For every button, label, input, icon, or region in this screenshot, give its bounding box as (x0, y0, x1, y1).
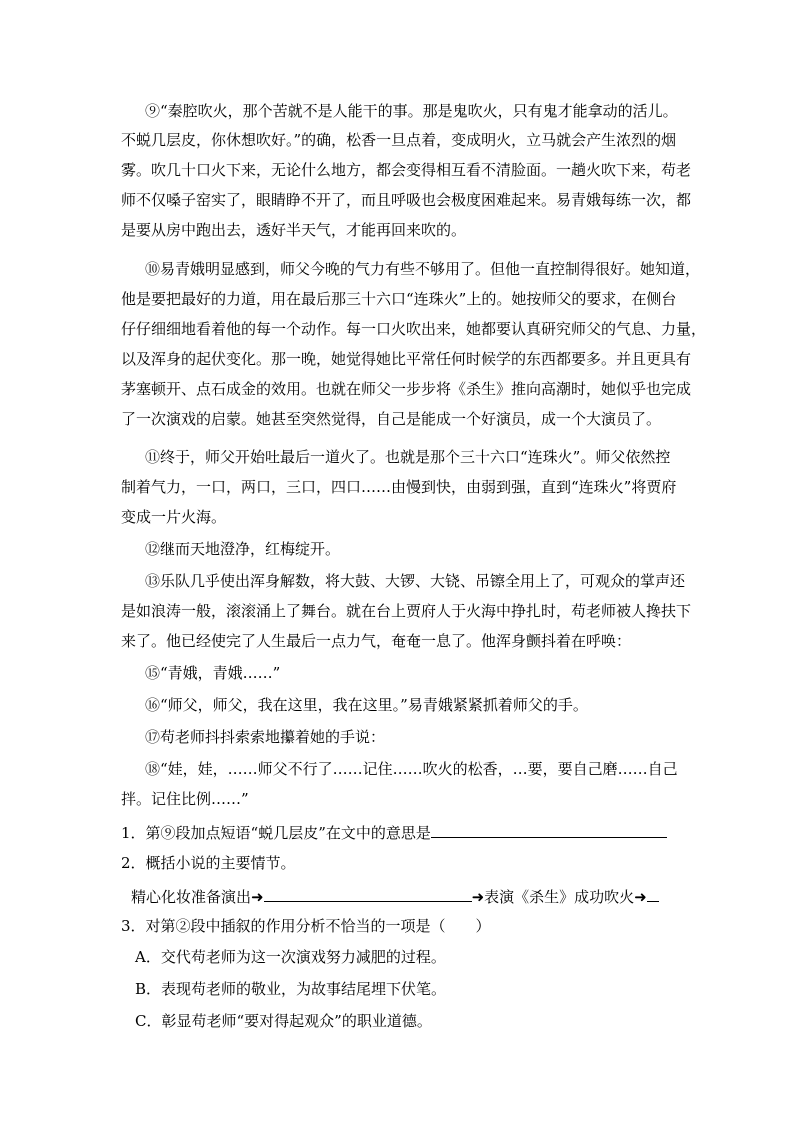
p13-line-1: ⑬乐队几乎使出浑身解数，将大鼓、大锣、大铙、吊镲全用上了，可观众的掌声还 (145, 572, 686, 590)
flow-step-1: 精心化妆准备演出➜ (131, 888, 264, 906)
p18-line-2: 拌。记住比例……” (121, 790, 249, 808)
question-1-answer-blank[interactable] (431, 821, 667, 838)
p9-line-5: 是要从房中跑出去，透好半天气，才能再回来吹的。 (121, 221, 467, 239)
p11-line-2: 制着气力，一口，两口，三口，四口……由慢到快，由弱到强，直到“连珠火”将贾府 (121, 478, 677, 496)
p11-line-1: ⑪终于，师父开始吐最后一道火了。也就是那个三十六口“连珠火”。师父依然控 (145, 448, 671, 466)
p10-line-3: 仔仔细细地看着他的每一个动作。每一口火吹出来，她都要认真研究师父的气息、力量， (121, 320, 707, 338)
question-1 (121, 821, 667, 843)
option-b[interactable]: B．表现苟老师的敬业，为故事结尾埋下伏笔。 (135, 980, 447, 998)
p12-line-1: ⑫继而天地澄净，红梅绽开。 (145, 540, 341, 558)
p13-line-3: 来了。他已经使完了人生最后一点力气，奄奄一息了。他浑身颤抖着在呼唤： (121, 632, 632, 650)
p10-line-2: 他是要把最好的力道，用在最后那三十六口“连珠火”上的。她按师父的要求，在侧台 (121, 290, 677, 308)
question-1-text: 1．第⑨段加点短语“蜕几层皮”在文中的意思是 (121, 824, 431, 842)
flow-blank-1[interactable] (264, 885, 472, 902)
p11-line-3: 变成一片火海。 (121, 508, 227, 526)
question-2-flow (131, 885, 659, 907)
p16-line-1: ⑯“师父，师父，我在这里，我在这里。”易青娥紧紧抓着师父的手。 (145, 696, 588, 714)
p10-line-4: 以及浑身的起伏变化。那一晚，她觉得她比平常任何时候学的东西都要多。并且更具有 (121, 350, 692, 368)
p18-line-1: ⑱“娃，娃，……师父不行了……记住……吹火的松香，…要，要自己磨……自己 (145, 760, 678, 778)
flow-step-3: ➜表演《杀生》成功吹火➜ (471, 888, 647, 906)
option-c[interactable]: C．彰显苟老师“要对得起观众”的职业道德。 (135, 1012, 432, 1030)
flow-blank-2[interactable] (647, 885, 659, 902)
p9-line-4: 师不仅嗓子窑实了，眼睛睁不开了，而且呼吸也会极度困难起来。易青娥每练一次，都 (121, 191, 692, 209)
p9-line-3: 雾。吹几十口火下来，无论什么地方，都会变得相互看不清脸面。一趟火吹下来，苟老 (121, 161, 692, 179)
p13-line-2: 是如浪涛一般，滚滚涌上了舞台。就在台上贾府人于火海中挣扎时，苟老师被人搀扶下 (121, 602, 692, 620)
question-3: 3．对第②段中插叙的作用分析不恰当的一项是（ ） (121, 917, 491, 935)
p9-line-2: 不蜕几层皮，你休想吹好。”的确，松香一旦点着，变成明火，立马就会产生浓烈的烟 (121, 131, 677, 149)
p15-line-1: ⑮“青娥，青娥……” (145, 664, 281, 682)
p9-line-1: ⑨“秦腔吹火，那个苦就不是人能干的事。那是鬼吹火，只有鬼才能拿动的活儿。 (145, 102, 678, 120)
p10-line-1: ⑩易青娥明显感到，师父今晚的气力有些不够用了。但他一直控制得很好。她知道， (145, 260, 701, 278)
p10-line-6: 了一次演戏的启蒙。她甚至突然觉得，自己是能成一个好演员，成一个大演员了。 (121, 410, 662, 428)
p17-line-1: ⑰苟老师抖抖索索地攥着她的手说： (145, 728, 386, 746)
option-a[interactable]: A．交代苟老师为这一次演戏努力减肥的过程。 (135, 948, 446, 966)
question-2: 2．概括小说的主要情节。 (121, 854, 296, 872)
p10-line-5: 茅塞顿开、点石成金的效用。也就在师父一步步将《杀生》推向高潮时，她似乎也完成 (121, 380, 692, 398)
